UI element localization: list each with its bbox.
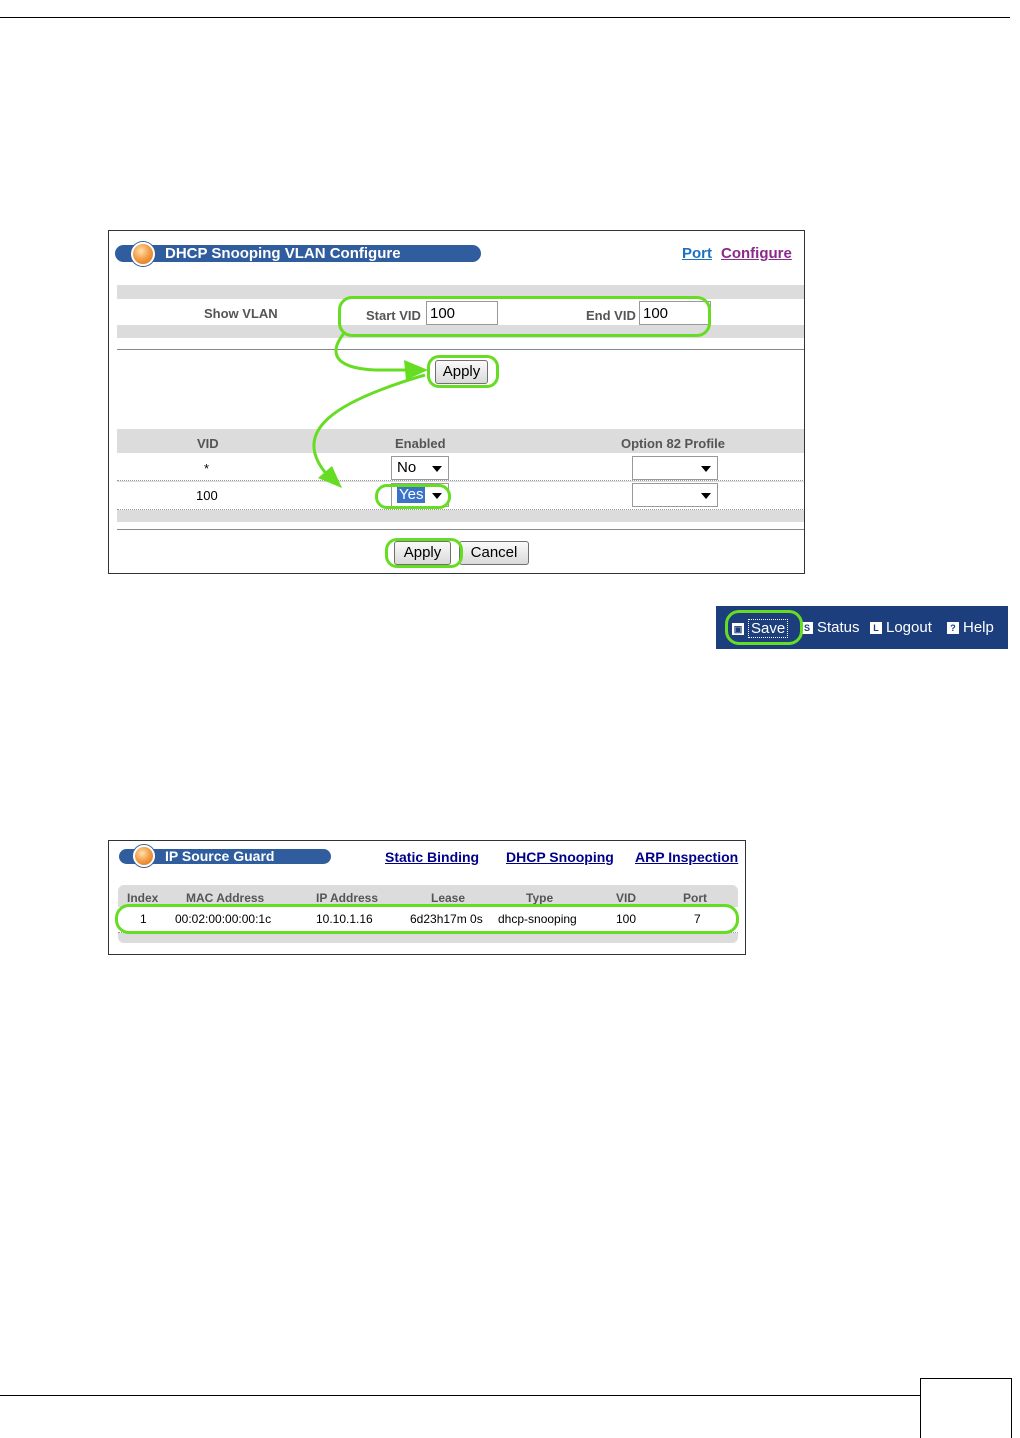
panel-title: DHCP Snooping VLAN Configure: [165, 245, 401, 262]
option82-select[interactable]: [632, 483, 718, 507]
binding-port: 7: [694, 912, 701, 926]
chevron-down-icon: [701, 493, 711, 499]
start-vid-input[interactable]: [426, 301, 498, 325]
show-vlan-label: Show VLAN: [204, 306, 278, 321]
apply-button[interactable]: Apply: [394, 541, 451, 565]
end-vid-label: End VID: [586, 308, 636, 323]
port-link[interactable]: Port: [682, 245, 712, 262]
lease-header: Lease: [431, 891, 466, 905]
mac-address-header: MAC Address: [186, 891, 265, 905]
enabled-select[interactable]: [391, 483, 449, 507]
footer-rule: [0, 1395, 920, 1396]
ip-source-guard-panel: [108, 840, 746, 955]
panel-title-bar: [115, 245, 481, 262]
logout-link[interactable]: [870, 619, 932, 636]
help-label: Help: [963, 619, 994, 636]
arp-inspection-link[interactable]: ARP Inspection: [635, 849, 739, 865]
chevron-down-icon: [432, 466, 442, 472]
logout-icon: L: [870, 622, 882, 634]
enabled-select[interactable]: [391, 456, 449, 480]
binding-vid: 100: [616, 912, 637, 926]
row-vid: 100: [196, 488, 218, 503]
panel-title: IP Source Guard: [165, 848, 275, 864]
save-link[interactable]: [732, 619, 788, 638]
binding-ip: 10.10.1.16: [316, 912, 373, 926]
orb-icon: [131, 242, 155, 266]
binding-lease: 6d23h17m 0s: [410, 912, 483, 926]
type-header: Type: [526, 891, 554, 905]
enabled-select-value: No: [397, 459, 417, 476]
dhcp-snooping-link[interactable]: DHCP Snooping: [506, 849, 614, 865]
save-label: Save: [748, 619, 788, 638]
end-vid-input[interactable]: [639, 301, 711, 325]
save-icon: ▣: [733, 623, 743, 634]
logout-label: Logout: [886, 619, 932, 636]
help-icon: ?: [947, 622, 959, 634]
vid-header: VID: [616, 891, 637, 905]
help-link[interactable]: [947, 619, 994, 636]
top-toolbar: [716, 606, 1008, 649]
row-vid: *: [204, 461, 210, 476]
cancel-button[interactable]: Cancel: [459, 541, 529, 565]
separator: [117, 529, 805, 530]
vid-header: VID: [197, 436, 219, 451]
status-link[interactable]: [801, 619, 860, 636]
port-header: Port: [683, 891, 707, 905]
static-binding-link[interactable]: Static Binding: [385, 849, 480, 865]
apply-vlan-button[interactable]: Apply: [435, 360, 488, 384]
configure-link[interactable]: Configure: [721, 245, 792, 262]
chevron-down-icon: [701, 466, 711, 472]
enabled-header: Enabled: [395, 436, 446, 451]
start-vid-label: Start VID: [366, 308, 421, 323]
option82-select[interactable]: [632, 456, 718, 480]
index-header: Index: [127, 891, 159, 905]
page-number-box: [920, 1378, 1012, 1438]
binding-mac: 00:02:00:00:00:1c: [175, 912, 272, 926]
option82-header: Option 82 Profile: [621, 436, 726, 451]
status-icon: S: [801, 622, 813, 634]
panel-title-bar: [119, 849, 331, 864]
enabled-select-value: Yes: [399, 486, 424, 503]
orb-icon: [133, 845, 155, 867]
status-label: Status: [817, 619, 860, 636]
dhcp-snooping-vlan-panel: [108, 230, 805, 574]
separator: [117, 349, 805, 350]
ip-address-header: IP Address: [316, 891, 379, 905]
binding-type: dhcp-snooping: [498, 912, 577, 926]
chevron-down-icon: [432, 493, 442, 499]
binding-index: 1: [140, 912, 147, 926]
header-rule: [0, 17, 1010, 18]
